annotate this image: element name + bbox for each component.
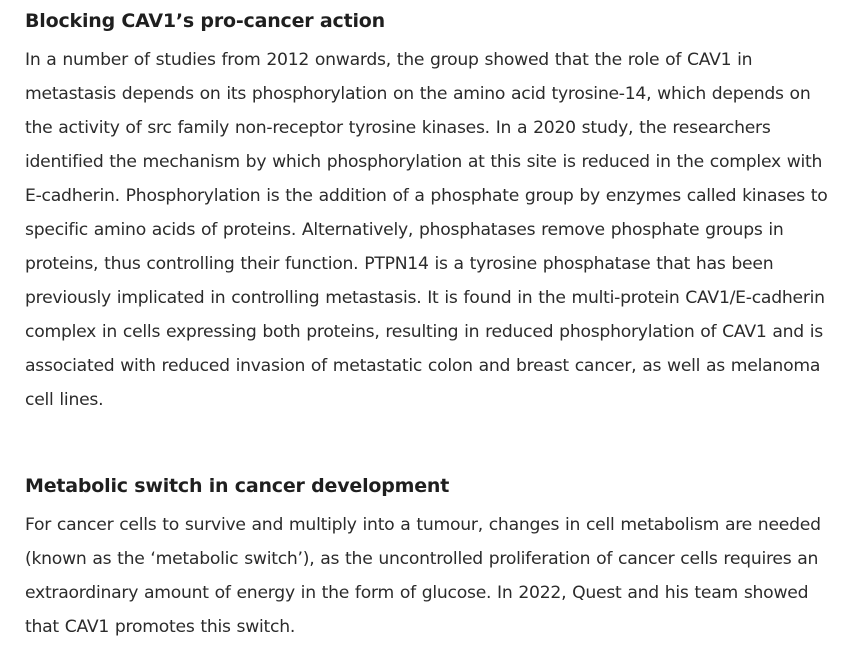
section-heading: Metabolic switch in cancer development <box>25 475 450 497</box>
section-heading: Blocking CAV1’s pro-cancer action <box>25 10 385 32</box>
section-paragraph: For cancer cells to survive and multiply into a tumour, changes in cell metabolism are needed (known as the ‘metabolic switch’), as the uncontrolled proliferation of cancer cells requires an extraordinary amount of energy in the form of glucose. In 2022, Quest and his team showed that CAV1 promotes this switch. <box>25 515 821 637</box>
section-paragraph: In a number of studies from 2012 onwards, the group showed that the role of CAV1 in metastasis depends on its phosphorylation on the amino acid tyrosine-14, which depends on the activity of src family non-receptor tyrosine kinases. In a 2020 study, the researchers identified the mechanism by which phosphorylation at this site is reduced in the complex with E-cadherin. Phosphorylation is the addition of a phosphate group by enzymes called kinases to specific amino acids of proteins. Alternatively, phosphatases remove phosphate groups in proteins, thus controlling their function. PTPN14 is a tyrosine phosphatase that has been previously implicated in controlling metastasis. It is found in the multi-protein CAV1/E-cadherin complex in cells expressing both proteins, resulting in reduced phosphorylation of CAV1 and is associated with reduced invasion of metastatic colon and breast cancer, as well as melanoma cell lines. <box>25 50 828 410</box>
